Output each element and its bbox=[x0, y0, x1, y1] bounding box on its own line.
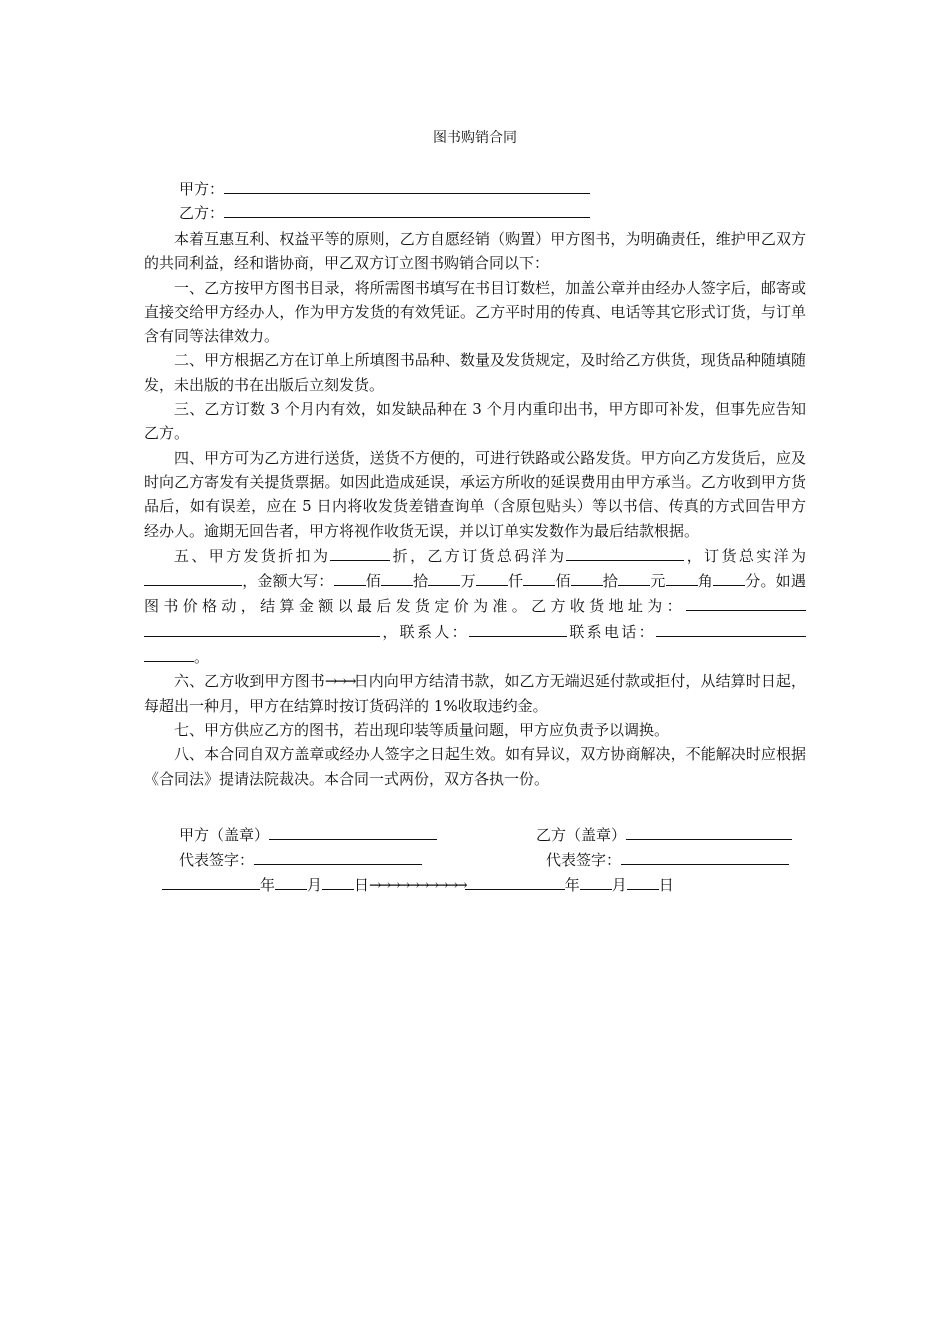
unit-bai: 佰 bbox=[365, 572, 381, 591]
party-a-rep-label: 代表签字： bbox=[179, 851, 255, 869]
clause-5-text-6: ，联系人： bbox=[380, 622, 469, 641]
party-b-seal-blank[interactable] bbox=[626, 822, 792, 840]
day-label-a: 日 bbox=[354, 876, 370, 894]
arrow-glyphs: →→→ bbox=[324, 672, 354, 691]
month-label-a: 月 bbox=[307, 876, 323, 894]
total-list-price-blank[interactable] bbox=[566, 543, 684, 561]
total-net-price-blank[interactable] bbox=[144, 568, 242, 586]
party-b-rep-line bbox=[546, 847, 789, 872]
party-a-blank[interactable] bbox=[224, 176, 590, 194]
party-a-seal-line bbox=[179, 822, 437, 847]
date-line bbox=[162, 872, 674, 897]
party-b-seal-line bbox=[536, 822, 792, 847]
party-a-label: 甲方： bbox=[179, 180, 225, 198]
party-a-month-blank[interactable] bbox=[275, 872, 307, 890]
party-a-year-blank[interactable] bbox=[162, 872, 260, 890]
clause-5-text-3: ，订货总实洋为 bbox=[684, 546, 806, 565]
clause-4: 四、甲方可为乙方进行送货，送货不方便的，可进行铁路或公路发货。甲方向乙方发货后，应及时向乙方寄发有关提货票据。如因此造成延误，承运方所收的延误费用由甲方承当。乙方收到甲方货品后，如有误差，应在 5 日内将收发货差错查询单（含原包贴头）等以书信、传真的方式回告甲方经办人。逾期无回告者，甲方将视作收货无误，并以订单实发数作为最后结款根据。 bbox=[144, 448, 806, 540]
party-b-year-blank[interactable] bbox=[465, 872, 565, 890]
clause-5-text-4: ，金额大写： bbox=[242, 572, 334, 591]
document-title: 图书购销合同 bbox=[433, 130, 517, 146]
party-b-blank[interactable] bbox=[224, 200, 590, 218]
party-b-rep-blank[interactable] bbox=[621, 847, 789, 865]
amount-yuan-blank[interactable] bbox=[618, 568, 650, 586]
clause-5-text-1: 五、甲方发货折扣为 bbox=[174, 546, 331, 565]
intro-paragraph: 本着互惠互利、权益平等的原则，乙方自愿经销（购置）甲方图书，为明确责任，维护甲乙双方的共同利益，经和谐协商，甲乙双方订立图书购销合同以下： bbox=[144, 230, 806, 273]
party-b-day-blank[interactable] bbox=[627, 872, 659, 890]
amount-wan-blank[interactable] bbox=[428, 568, 460, 586]
party-a-rep-line bbox=[179, 847, 422, 872]
party-b-line bbox=[179, 200, 590, 225]
clause-5-text-7: 联系电话： bbox=[567, 622, 656, 641]
arrow-glyphs-date: →→→→→→→→→→ bbox=[369, 876, 465, 894]
unit-jiao: 角 bbox=[697, 572, 714, 591]
delivery-address-blank-2[interactable] bbox=[144, 619, 380, 637]
party-a-rep-blank[interactable] bbox=[254, 847, 422, 865]
clause-7: 七、甲方供应乙方的图书，若出现印装等质量问题，甲方应负责予以调换。 bbox=[174, 720, 670, 739]
contact-phone-blank-1[interactable] bbox=[656, 619, 806, 637]
clause-6-text-2: 日内向甲方结清书款，如乙方无端迟延付款或拒付，从结算时日起，每超出一种月，甲方在结算时按订货码洋的 1%收取违约金。 bbox=[144, 672, 806, 715]
party-b-month-blank[interactable] bbox=[580, 872, 612, 890]
amount-jiao-blank[interactable] bbox=[666, 568, 698, 586]
clause-5-text-5: 分。如遇图书价格动，结算金额以最后发货定价为准。乙方收货地址为： bbox=[144, 572, 806, 616]
clause-1: 一、乙方按甲方图书目录，将所需图书填写在书目订数栏，加盖公章并由经办人签字后，邮寄或直接交给甲方经办人，作为甲方发货的有效凭证。乙方平时用的传真、电话等其它形式订货，与订单含有同等法律效力。 bbox=[144, 278, 806, 346]
clause-8: 八、本合同自双方盖章或经办人签字之日起生效。如有异议，双方协商解决，不能解决时应根据《合同法》提请法院裁决。本合同一式两份，双方各执一份。 bbox=[144, 745, 806, 788]
amount-bai2-blank[interactable] bbox=[523, 568, 555, 586]
party-b-seal-label: 乙方（盖章） bbox=[536, 826, 627, 844]
discount-blank[interactable] bbox=[330, 543, 390, 561]
contact-person-blank[interactable] bbox=[469, 619, 567, 637]
party-a-line bbox=[179, 176, 590, 201]
amount-shi2-blank[interactable] bbox=[571, 568, 603, 586]
unit-yuan: 元 bbox=[650, 572, 666, 591]
party-a-seal-label: 甲方（盖章） bbox=[179, 826, 270, 844]
party-b-label: 乙方： bbox=[179, 204, 225, 222]
amount-bai-blank[interactable] bbox=[334, 568, 366, 586]
unit-shi: 拾 bbox=[412, 572, 429, 591]
unit-qian: 仟 bbox=[507, 572, 524, 591]
delivery-address-blank-1[interactable] bbox=[686, 593, 806, 611]
party-b-rep-label: 代表签字： bbox=[546, 851, 622, 869]
year-label-b: 年 bbox=[564, 876, 580, 894]
contract-body bbox=[144, 227, 806, 791]
month-label-b: 月 bbox=[611, 876, 627, 894]
contact-phone-blank-2[interactable] bbox=[144, 644, 194, 662]
clause-6 bbox=[144, 669, 806, 718]
day-label-b: 日 bbox=[658, 876, 674, 894]
party-a-seal-blank[interactable] bbox=[269, 822, 437, 840]
party-a-day-blank[interactable] bbox=[322, 872, 354, 890]
clause-2: 二、甲方根据乙方在订单上所填图书品种、数量及发货规定，及时给乙方供货，现货品种随填随发，未出版的书在出版后立刻发货。 bbox=[144, 351, 806, 394]
year-label-a: 年 bbox=[260, 876, 276, 894]
amount-qian-blank[interactable] bbox=[476, 568, 508, 586]
clause-5-text-8: 。 bbox=[194, 648, 210, 667]
amount-shi-blank[interactable] bbox=[381, 568, 413, 586]
clause-5-text-2: 折，乙方订货总码洋为 bbox=[390, 546, 567, 565]
clause-6-text-1: 六、乙方收到甲方图书 bbox=[174, 672, 325, 691]
unit-bai-2: 佰 bbox=[555, 572, 571, 591]
clause-5 bbox=[144, 543, 806, 669]
clause-3: 三、乙方订数 3 个月内有效，如发缺品种在 3 个月内重印出书，甲方即可补发，但事先应告知乙方。 bbox=[144, 400, 806, 443]
unit-wan: 万 bbox=[460, 572, 476, 591]
amount-fen-blank[interactable] bbox=[713, 568, 745, 586]
unit-shi-2: 拾 bbox=[602, 572, 619, 591]
